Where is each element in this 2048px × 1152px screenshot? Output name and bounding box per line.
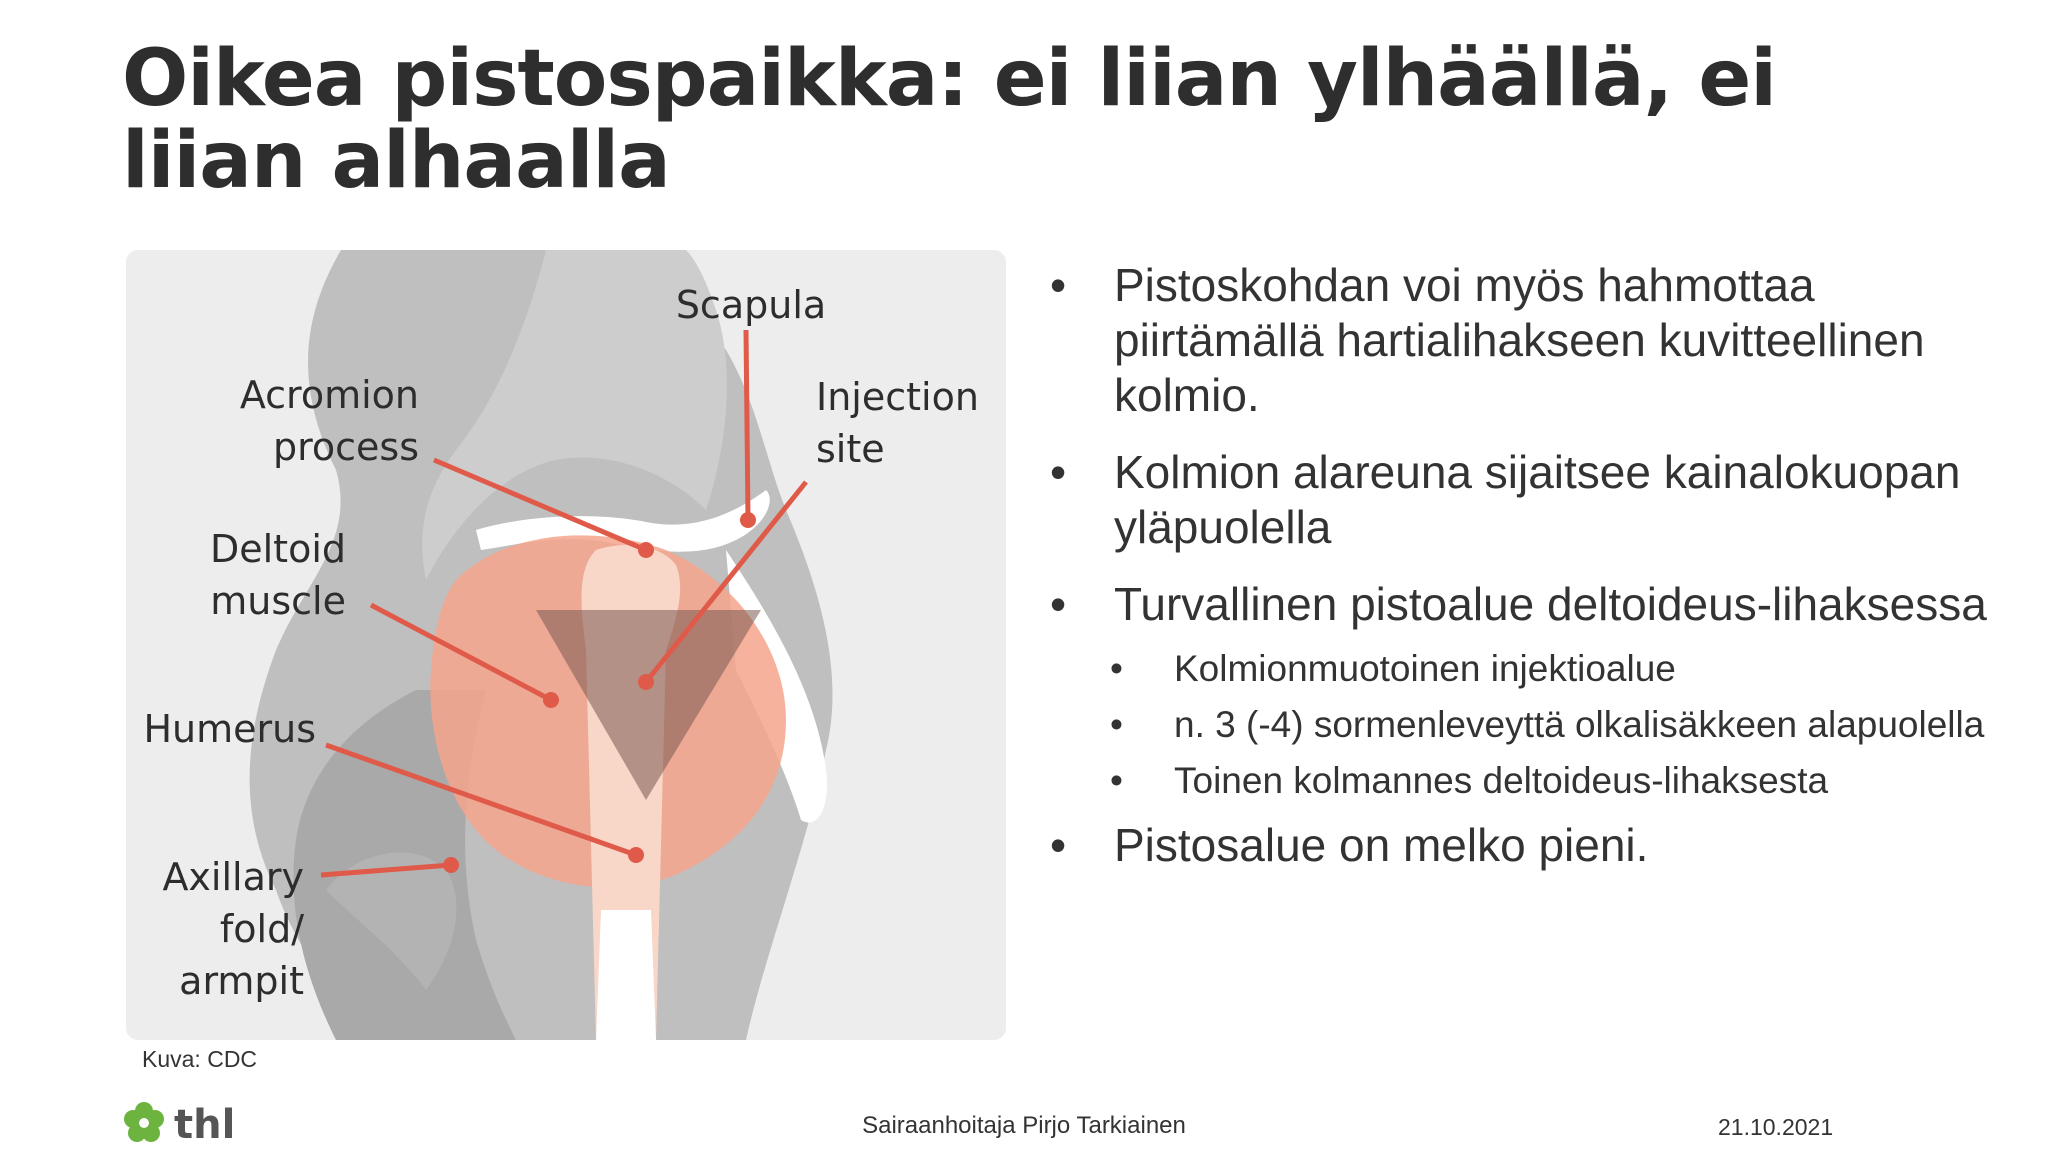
bullet-item [1050, 818, 2010, 873]
bullet-item [1050, 258, 2010, 423]
label-acromion-1: Acromion [239, 373, 419, 417]
bullet-list [1050, 258, 2010, 895]
bullet-symbol: • [1050, 446, 1067, 498]
sub-bullet-item [1050, 758, 2010, 804]
sub-bullet-item [1050, 702, 2010, 748]
anatomy-illustration [126, 250, 1006, 1040]
bullet-item [1050, 577, 2010, 804]
bullet-text: Pistosalue on melko pieni. [1114, 819, 1649, 871]
scapula-dot [740, 512, 756, 528]
label-axillary-3: armpit [179, 959, 304, 1003]
bullet-item [1050, 445, 2010, 555]
footer-presenter: Sairaanhoitaja Pirjo Tarkiainen [862, 1112, 1186, 1139]
humerus-dot [628, 847, 644, 863]
label-injection-1: Injection [816, 375, 979, 419]
deltoid-dot [543, 692, 559, 708]
figure-caption: Kuva: CDC [142, 1046, 258, 1072]
sub-bullet-symbol: • [1110, 648, 1123, 689]
bullet-symbol: • [1050, 819, 1067, 871]
label-axillary-1: Axillary [162, 855, 304, 899]
bullet-symbol: • [1050, 259, 1067, 311]
acromion-dot [638, 542, 654, 558]
bullet-text: Pistoskohdan voi myös hahmottaa piirtämällä hartialihakseen kuvitteellinen kolmio. [1114, 259, 1925, 421]
sub-bullet-symbol: • [1110, 760, 1123, 801]
sub-bullet-symbol: • [1110, 704, 1123, 745]
bullet-text: Kolmion alareuna sijaitsee kainalokuopan yläpuolella [1114, 446, 1961, 553]
sub-bullet-text: n. 3 (-4) sormenleveyttä olkalisäkkeen alapuolella [1174, 704, 1985, 745]
sub-bullet-text: Toinen kolmannes deltoideus-lihaksesta [1174, 760, 1829, 801]
sub-bullet-text: Kolmionmuotoinen injektioalue [1174, 648, 1676, 689]
label-humerus: Humerus [143, 707, 316, 751]
sub-bullet-list [1110, 646, 2010, 804]
label-deltoid-1: Deltoid [209, 527, 346, 571]
label-acromion-2: process [272, 425, 419, 469]
label-deltoid-2: muscle [210, 579, 346, 623]
injection-dot [638, 674, 654, 690]
logo-text: thl [174, 1102, 236, 1146]
label-axillary-2: fold/ [219, 907, 304, 951]
slide-title: Oikea pistospaikka: ei liian ylhäällä, ei liian alhaalla [122, 34, 1776, 206]
scapula-pointer [746, 330, 748, 520]
axillary-dot [443, 857, 459, 873]
bullet-symbol: • [1050, 578, 1067, 630]
bullet-text: Turvallinen pistoalue deltoideus-lihaksessa [1114, 578, 1987, 630]
label-injection-2: site [816, 427, 885, 471]
label-scapula: Scapula [675, 283, 827, 327]
deltoid-injection-figure [126, 250, 1006, 1040]
humerus-shaft [596, 910, 656, 1040]
sub-bullet-item [1050, 646, 2010, 692]
footer-date: 21.10.2021 [1718, 1114, 1834, 1140]
